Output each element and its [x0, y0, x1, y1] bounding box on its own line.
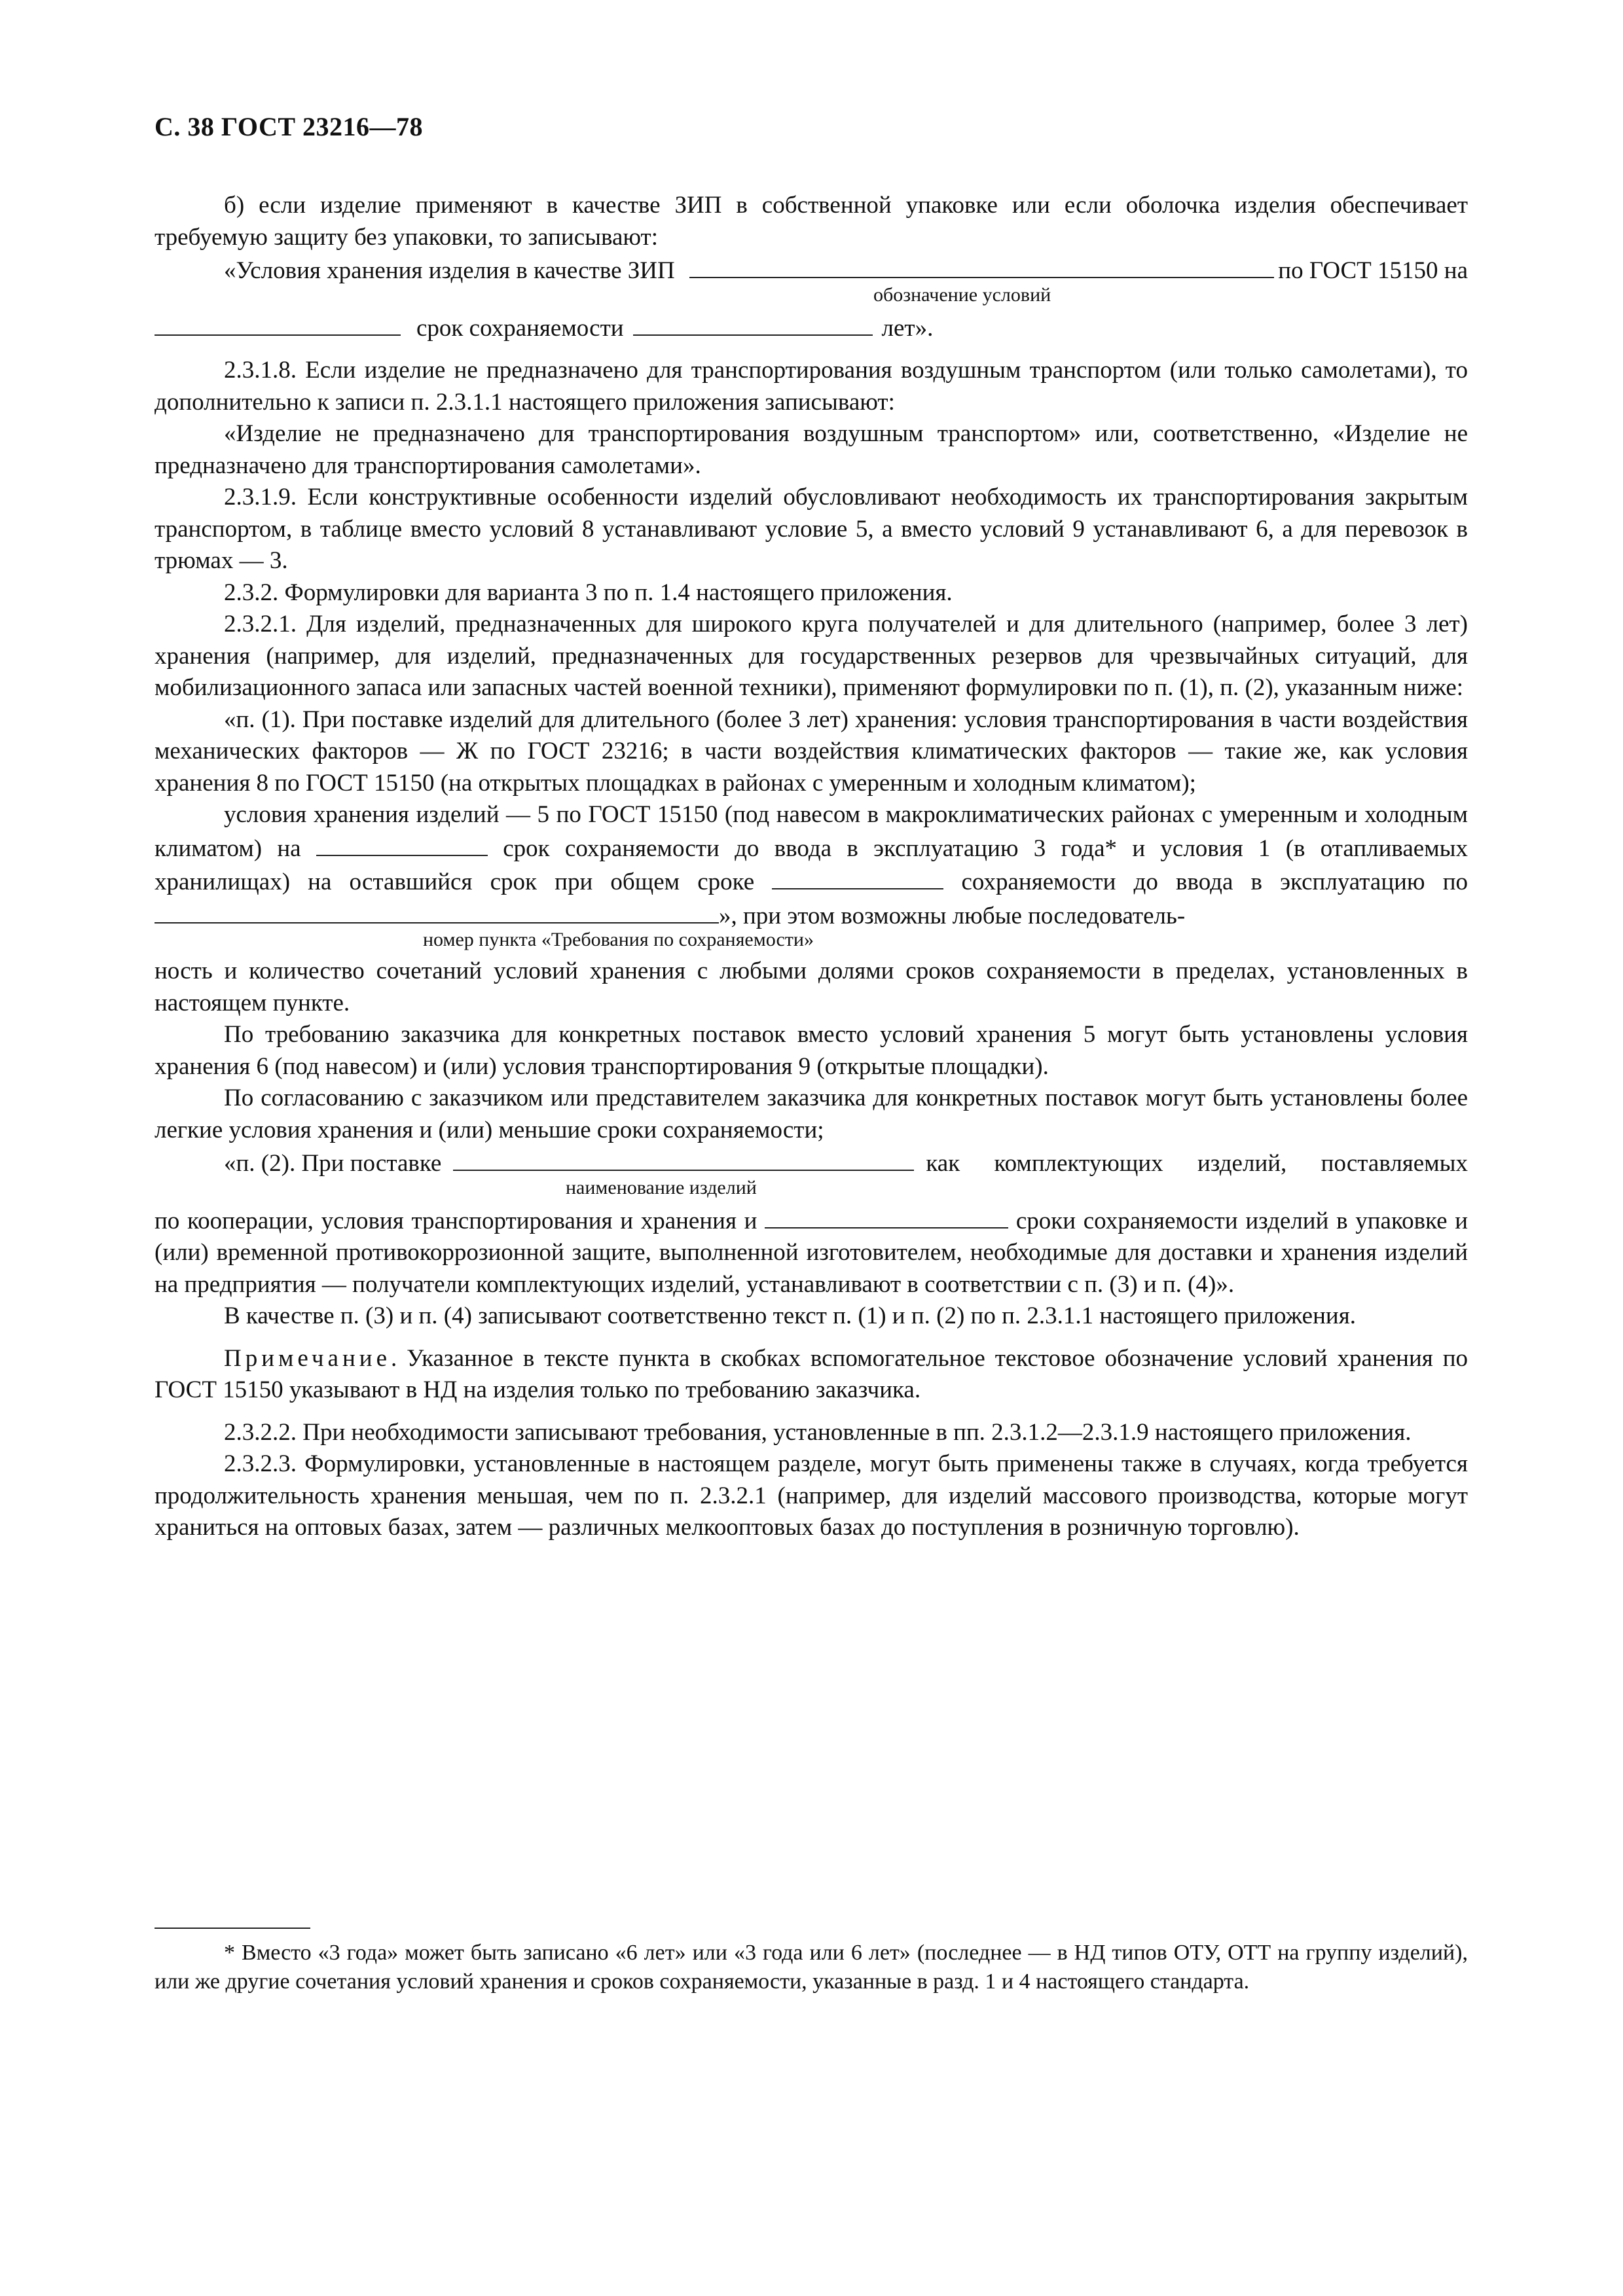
paragraph-2323: 2.3.2.3. Формулировки, установленные в настоящем разделе, могут быть применены также в случаях, когда требуется продолжительность хранения меньшая, чем по п. 2.3.2.1 (например, для изделий массового производства, которые могут храниться на оптовых базах, затем — различных мелкооптовых базах до поступления в розничную торговлю). — [155, 1450, 1468, 1541]
paragraph-2321: 2.3.2.1. Для изделий, предназначенных для широкого круга получателей и для длительного (например, более 3 лет) хранения (например, для изделий, предназначенных для государственных резервов для чрезвычайных ситуаций, для мобилизационного запаса или запасных частей военной техники), применяют формулировки по п. (1), п. (2), указанным ниже: — [155, 611, 1468, 701]
page-header: С. 38 ГОСТ 23216—78 — [155, 112, 424, 141]
storage-blank-2 — [772, 865, 943, 889]
paragraph-2318-quote: «Изделие не предназначено для транспортирования воздушным транспортом» или, соответственно, «Изделие не предназначено для транспортирования самолетами». — [155, 420, 1468, 479]
zip-caption-row — [155, 283, 1468, 311]
paragraph-p2-coop — [155, 1204, 1468, 1301]
p2-coop-text-b: сроки сохраняемости изделий в упаковке и (или) временной противокоррозионной защите, выполненной изготовителем, необходимые для доставки и хранения изделий на предприятия — получатели комплектующих изделий, устанавливают в соответствии с п. (3) и п. (4)». — [155, 1207, 1468, 1298]
storage-blank-3 — [155, 899, 719, 924]
paragraph-2322: 2.3.2.2. При необходимости записывают требования, установленные в пп. 2.3.1.2—2.3.1.9 настоящего приложения. — [224, 1418, 1412, 1446]
paragraph-2318: 2.3.1.8. Если изделие не предназначено для транспортирования воздушным транспортом (или только самолетами), то дополнительно к записи п. 2.3.1.1 настоящего приложения записывают: — [155, 357, 1468, 416]
p2-start: «п. (2). При поставке — [224, 1150, 442, 1177]
zip-term-line — [155, 311, 1468, 345]
p2-coop-blank — [765, 1204, 1008, 1229]
paragraph-b: б) если изделие применяют в качестве ЗИП в собственной упаковке или если оболочка изделия обеспечивает требуемую защиту без упаковки, то записывают: — [155, 192, 1468, 251]
zip-blank-2 — [633, 311, 873, 336]
paragraph-p1-cont: ность и количество сочетаний условий хранения с любыми долями сроков сохраняемости в пределах, установленных в настоящем пункте. — [155, 958, 1468, 1016]
paragraph-p1-agree: По согласованию с заказчиком или представителем заказчика для конкретных поставок могут быть установлены более легкие условия хранения и (или) меньшие сроки сохраняемости; — [155, 1085, 1468, 1143]
storage-caption: номер пункта «Требования по сохраняемости» — [423, 929, 814, 950]
zip-conditions-blank — [689, 253, 1275, 278]
storage-text-a: условия хранения изделий — 5 по ГОСТ 15150 (под навесом в макроклиматических районах с умеренным и холодным климатом) на — [155, 801, 1468, 862]
document-body — [155, 190, 1468, 1544]
p2-end: как комплектующих изделий, поставляемых — [926, 1150, 1468, 1177]
note-text: . Указанное в тексте пункта в скобках вспомогательное текстовое обозначение условий хранения по ГОСТ 15150 указывают в НД на изделия только по требованию заказчика. — [155, 1344, 1468, 1403]
zip-form-line — [155, 253, 1468, 287]
zip-line-start: «Условия хранения изделия в качестве ЗИП — [224, 257, 675, 284]
storage-text-c: сохраняемости до ввода в эксплуатацию по — [961, 869, 1468, 895]
p2-coop-text-a: по кооперации, условия транспортирования и хранения и — [155, 1207, 757, 1234]
paragraph-p1: «п. (1). При поставке изделий для длительного (более 3 лет) хранения: условия транспортирования в части воздействия механических факторов — Ж по ГОСТ 23216; в части воздействия климатических факторов — такие же, как условия хранения 8 по ГОСТ 15150 (на открытых площадках в районах с умеренным и холодным климатом); — [155, 706, 1468, 797]
zip-caption: обозначение условий — [873, 283, 1051, 306]
paragraph-232: 2.3.2. Формулировки для варианта 3 по п. 1.4 настоящего приложения. — [224, 579, 953, 606]
storage-text-d: », при этом возможны любые последователь- — [719, 902, 1186, 929]
p2-product-blank — [453, 1146, 914, 1171]
zip-srok: срок сохраняемости — [416, 314, 624, 342]
zip-let: лет». — [881, 314, 934, 342]
paragraph-p1-request: По требованию заказчика для конкретных поставок вместо условий хранения 5 могут быть установлены условия хранения 6 (под навесом) и (или) условия транспортирования 9 (открытые площадки). — [155, 1021, 1468, 1080]
paragraph-p34: В качестве п. (3) и п. (4) записывают соответственно текст п. (1) и п. (2) по п. 2.3.1.1 настоящего приложения. — [224, 1302, 1356, 1329]
footnote: * Вместо «3 года» может быть записано «6 лет» или «3 года или 6 лет» (последнее — в НД типов ОТУ, ОТТ на группу изделий), или же другие сочетания условий хранения и сроков сохраняемости, указанные в разд. 1 и 4 настоящего стандарта. — [155, 1941, 1468, 1994]
note — [155, 1343, 1468, 1407]
note-label: Примечание — [224, 1344, 391, 1372]
paragraph-2319: 2.3.1.9. Если конструктивные особенности изделий обусловливают необходимость их транспортирования закрытым транспортом, в таблице вместо условий 8 устанавливают условие 5, а вместо условий 9 устанавливают 6, а для перевозок в трюмах — 3. — [155, 484, 1468, 574]
p2-caption: наименование изделий — [566, 1176, 757, 1198]
storage-blank-1 — [316, 831, 488, 856]
footnote-separator — [155, 1928, 310, 1929]
paragraph-p1-storage — [155, 799, 1468, 932]
p2-form-line — [155, 1146, 1468, 1180]
storage-caption-row — [155, 929, 1468, 956]
p2-caption-row — [155, 1176, 1468, 1204]
zip-line-end: по ГОСТ 15150 на — [1278, 257, 1468, 284]
zip-blank-1 — [155, 311, 401, 336]
storage-text-b: срок сохраняемости до ввода в эксплуатацию 3 года* и условия 1 (в отапливаемых хранилищах) на оставшийся срок при общем сроке — [155, 834, 1468, 895]
